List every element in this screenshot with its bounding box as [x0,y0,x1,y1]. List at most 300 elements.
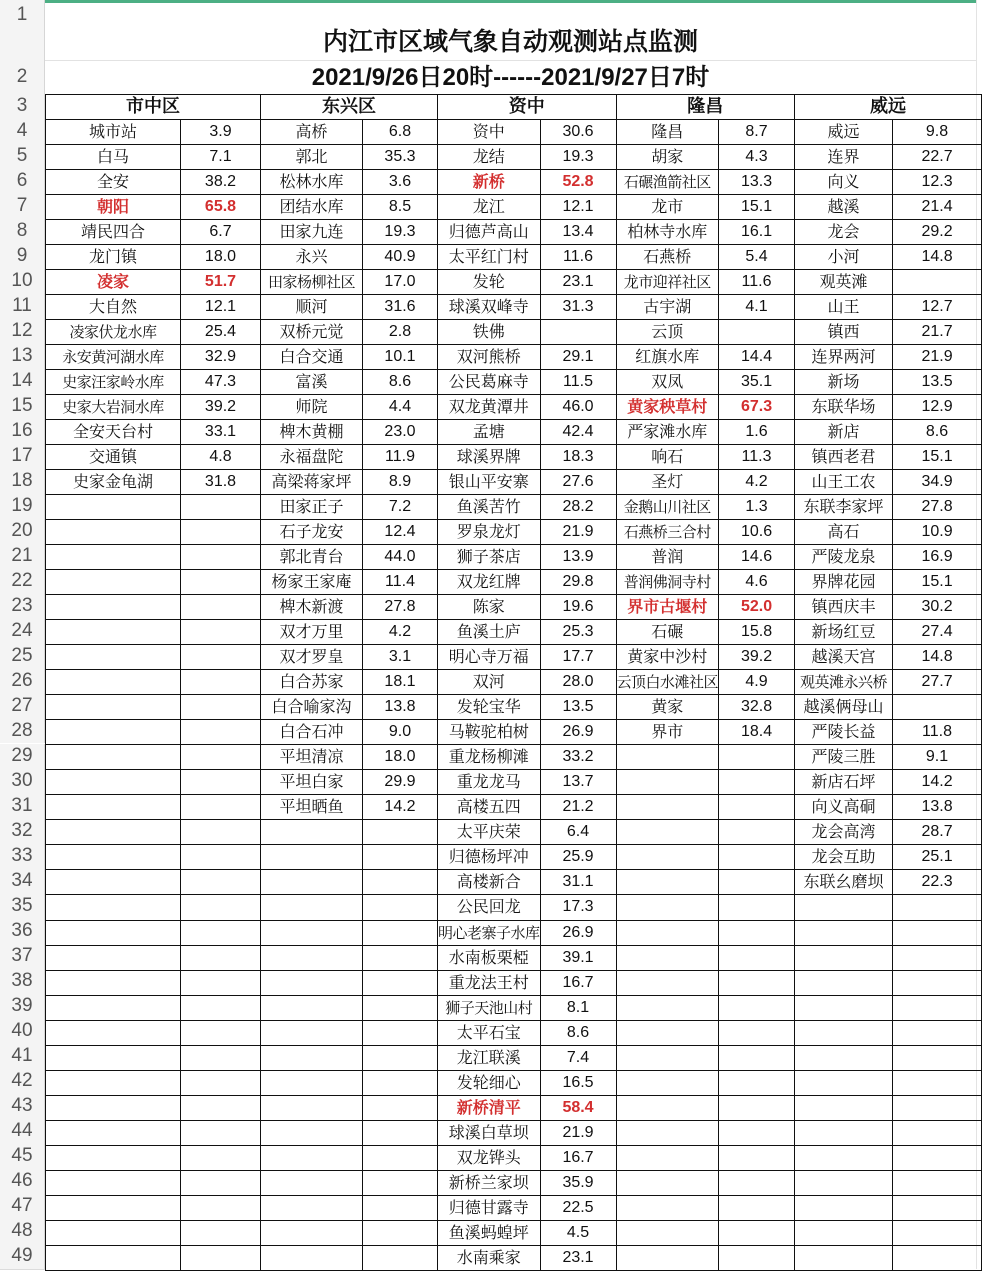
row-header[interactable]: 18 [0,468,45,493]
rainfall-value-cell[interactable] [719,1020,795,1045]
rainfall-value-cell[interactable]: 14.8 [893,245,982,270]
station-name-cell[interactable] [46,920,181,945]
rainfall-value-cell[interactable] [181,520,261,545]
rainfall-value-cell[interactable]: 39.2 [181,395,261,420]
station-name-cell[interactable] [616,995,719,1020]
station-name-cell[interactable]: 连界 [795,145,893,170]
station-name-cell[interactable]: 明心寺万福 [438,645,541,670]
row-header[interactable]: 20 [0,518,45,543]
station-name-cell[interactable]: 椑木新渡 [261,595,363,620]
rainfall-value-cell[interactable]: 4.4 [363,395,438,420]
station-name-cell[interactable]: 界市古堰村 [616,595,719,620]
rainfall-value-cell[interactable] [181,1195,261,1220]
rainfall-value-cell[interactable]: 33.1 [181,420,261,445]
row-header[interactable]: 26 [0,668,45,693]
station-name-cell[interactable]: 龙市迎祥社区 [616,270,719,295]
rainfall-value-cell[interactable]: 4.5 [540,1220,616,1245]
rainfall-value-cell[interactable] [363,1220,438,1245]
row-header[interactable]: 22 [0,568,45,593]
rainfall-value-cell[interactable]: 21.4 [893,195,982,220]
station-name-cell[interactable] [616,1220,719,1245]
rainfall-value-cell[interactable]: 4.8 [181,445,261,470]
rainfall-value-cell[interactable]: 33.2 [540,745,616,770]
district-header[interactable]: 威远 [795,95,982,120]
rainfall-value-cell[interactable]: 15.8 [719,620,795,645]
rainfall-value-cell[interactable] [181,545,261,570]
station-name-cell[interactable]: 向义 [795,170,893,195]
rainfall-value-cell[interactable]: 18.1 [363,670,438,695]
station-name-cell[interactable]: 新桥 [438,170,541,195]
rainfall-value-cell[interactable] [363,995,438,1020]
rainfall-value-cell[interactable]: 13.8 [893,795,982,820]
station-name-cell[interactable] [261,1045,363,1070]
rainfall-value-cell[interactable] [363,970,438,995]
rainfall-value-cell[interactable] [363,1095,438,1120]
station-name-cell[interactable]: 双凤 [616,370,719,395]
rainfall-value-cell[interactable] [893,945,982,970]
station-name-cell[interactable] [46,1095,181,1120]
station-name-cell[interactable]: 松林水库 [261,170,363,195]
rainfall-value-cell[interactable]: 25.4 [181,320,261,345]
station-name-cell[interactable] [795,995,893,1020]
rainfall-value-cell[interactable]: 9.0 [363,720,438,745]
rainfall-value-cell[interactable] [719,320,795,345]
station-name-cell[interactable]: 小河 [795,245,893,270]
rainfall-value-cell[interactable] [893,970,982,995]
row-header[interactable]: 30 [0,769,45,794]
rainfall-value-cell[interactable]: 39.2 [719,645,795,670]
rainfall-value-cell[interactable]: 13.9 [540,545,616,570]
station-name-cell[interactable]: 山王工农 [795,470,893,495]
rainfall-value-cell[interactable] [181,845,261,870]
rainfall-value-cell[interactable]: 29.8 [540,570,616,595]
rainfall-value-cell[interactable] [893,895,982,920]
rainfall-value-cell[interactable]: 8.6 [363,370,438,395]
rainfall-value-cell[interactable] [181,1220,261,1245]
station-name-cell[interactable] [46,1245,181,1270]
rainfall-value-cell[interactable] [893,1045,982,1070]
row-header[interactable]: 2 [0,60,45,94]
rainfall-value-cell[interactable]: 11.6 [719,270,795,295]
station-name-cell[interactable]: 龙江联溪 [438,1045,541,1070]
rainfall-value-cell[interactable]: 13.5 [540,695,616,720]
rainfall-value-cell[interactable] [363,1245,438,1270]
rainfall-value-cell[interactable]: 67.3 [719,395,795,420]
rainfall-value-cell[interactable]: 15.1 [719,195,795,220]
rainfall-value-cell[interactable]: 3.6 [363,170,438,195]
rainfall-value-cell[interactable] [181,795,261,820]
rainfall-value-cell[interactable]: 31.3 [540,295,616,320]
station-name-cell[interactable]: 田家杨柳社区 [261,270,363,295]
station-name-cell[interactable]: 黄家中沙村 [616,645,719,670]
station-name-cell[interactable]: 威远 [795,120,893,145]
rainfall-value-cell[interactable]: 31.6 [363,295,438,320]
rainfall-value-cell[interactable]: 8.7 [719,120,795,145]
station-name-cell[interactable] [616,1045,719,1070]
row-header[interactable]: 43 [0,1094,45,1119]
station-name-cell[interactable]: 城市站 [46,120,181,145]
station-name-cell[interactable] [261,1245,363,1270]
station-name-cell[interactable]: 越溪 [795,195,893,220]
rainfall-value-cell[interactable]: 65.8 [181,195,261,220]
row-header[interactable]: 27 [0,693,45,718]
station-name-cell[interactable]: 双才罗皇 [261,645,363,670]
station-name-cell[interactable] [795,895,893,920]
rainfall-value-cell[interactable]: 1.3 [719,495,795,520]
rainfall-value-cell[interactable] [363,1120,438,1145]
rainfall-value-cell[interactable] [181,1095,261,1120]
rainfall-value-cell[interactable]: 12.1 [181,295,261,320]
station-name-cell[interactable]: 新店 [795,420,893,445]
station-name-cell[interactable] [261,820,363,845]
rainfall-value-cell[interactable] [893,1220,982,1245]
rainfall-value-cell[interactable]: 23.1 [540,1245,616,1270]
rainfall-value-cell[interactable] [363,1170,438,1195]
rainfall-value-cell[interactable]: 19.3 [540,145,616,170]
station-name-cell[interactable] [46,1070,181,1095]
station-name-cell[interactable]: 严陵龙泉 [795,545,893,570]
station-name-cell[interactable] [616,870,719,895]
station-name-cell[interactable]: 罗泉龙灯 [438,520,541,545]
station-name-cell[interactable]: 大自然 [46,295,181,320]
rainfall-value-cell[interactable]: 4.1 [719,295,795,320]
rainfall-value-cell[interactable]: 30.6 [540,120,616,145]
rainfall-value-cell[interactable]: 44.0 [363,545,438,570]
row-header[interactable]: 46 [0,1169,45,1194]
station-name-cell[interactable]: 凌家伏龙水库 [46,320,181,345]
rainfall-value-cell[interactable]: 16.7 [540,970,616,995]
rainfall-value-cell[interactable]: 12.9 [893,395,982,420]
rainfall-value-cell[interactable] [363,1045,438,1070]
station-name-cell[interactable]: 镇西老君 [795,445,893,470]
station-name-cell[interactable] [795,1170,893,1195]
rainfall-value-cell[interactable]: 11.6 [540,245,616,270]
station-name-cell[interactable]: 越溪俩母山 [795,695,893,720]
rainfall-value-cell[interactable]: 28.0 [540,670,616,695]
rainfall-value-cell[interactable]: 52.0 [719,595,795,620]
station-name-cell[interactable]: 石燕桥 [616,245,719,270]
row-header[interactable]: 21 [0,543,45,568]
station-name-cell[interactable]: 普润 [616,545,719,570]
rainfall-value-cell[interactable] [363,1195,438,1220]
rainfall-value-cell[interactable] [893,1095,982,1120]
station-name-cell[interactable] [46,670,181,695]
rainfall-value-cell[interactable] [893,995,982,1020]
station-name-cell[interactable] [46,720,181,745]
row-header[interactable]: 5 [0,143,45,168]
rainfall-value-cell[interactable]: 4.2 [363,620,438,645]
station-name-cell[interactable]: 马鞍驼柏树 [438,720,541,745]
station-name-cell[interactable]: 重龙杨柳滩 [438,745,541,770]
station-name-cell[interactable]: 高梁蒋家坪 [261,470,363,495]
rainfall-value-cell[interactable] [181,870,261,895]
rainfall-value-cell[interactable] [893,920,982,945]
rainfall-value-cell[interactable] [719,995,795,1020]
rainfall-value-cell[interactable]: 3.9 [181,120,261,145]
rainfall-value-cell[interactable] [719,1170,795,1195]
rainfall-value-cell[interactable]: 35.1 [719,370,795,395]
rainfall-value-cell[interactable]: 39.1 [540,945,616,970]
station-name-cell[interactable]: 白合苏家 [261,670,363,695]
station-name-cell[interactable] [261,1220,363,1245]
rainfall-value-cell[interactable]: 13.8 [363,695,438,720]
station-name-cell[interactable]: 双才万里 [261,620,363,645]
rainfall-value-cell[interactable] [181,770,261,795]
station-name-cell[interactable]: 发轮细心 [438,1070,541,1095]
rainfall-value-cell[interactable] [181,595,261,620]
station-name-cell[interactable] [616,820,719,845]
station-name-cell[interactable]: 郭北 [261,145,363,170]
rainfall-value-cell[interactable]: 23.1 [540,270,616,295]
station-name-cell[interactable]: 铁佛 [438,320,541,345]
station-name-cell[interactable]: 水南板栗椏 [438,945,541,970]
station-name-cell[interactable]: 东联幺磨坝 [795,870,893,895]
rainfall-value-cell[interactable] [719,870,795,895]
station-name-cell[interactable] [616,845,719,870]
station-name-cell[interactable]: 龙会高湾 [795,820,893,845]
rainfall-value-cell[interactable]: 34.9 [893,470,982,495]
rainfall-value-cell[interactable]: 2.8 [363,320,438,345]
rainfall-value-cell[interactable] [893,270,982,295]
station-name-cell[interactable]: 白合石冲 [261,720,363,745]
station-name-cell[interactable] [261,945,363,970]
rainfall-value-cell[interactable]: 21.9 [540,520,616,545]
rainfall-value-cell[interactable] [719,1120,795,1145]
station-name-cell[interactable]: 响石 [616,445,719,470]
rainfall-value-cell[interactable] [893,1020,982,1045]
rainfall-value-cell[interactable]: 27.4 [893,620,982,645]
station-name-cell[interactable]: 孟塘 [438,420,541,445]
rainfall-value-cell[interactable]: 10.9 [893,520,982,545]
rainfall-value-cell[interactable]: 14.4 [719,345,795,370]
rainfall-value-cell[interactable] [893,1145,982,1170]
rainfall-value-cell[interactable]: 12.7 [893,295,982,320]
rainfall-value-cell[interactable] [893,1120,982,1145]
station-name-cell[interactable]: 东联李家坪 [795,495,893,520]
row-header[interactable]: 16 [0,418,45,443]
station-name-cell[interactable] [616,1170,719,1195]
row-header[interactable]: 7 [0,193,45,218]
rainfall-value-cell[interactable]: 18.4 [719,720,795,745]
station-name-cell[interactable] [261,1195,363,1220]
rainfall-value-cell[interactable] [540,320,616,345]
station-name-cell[interactable]: 圣灯 [616,470,719,495]
station-name-cell[interactable] [616,1120,719,1145]
station-name-cell[interactable]: 归德甘露寺 [438,1195,541,1220]
row-header[interactable]: 15 [0,393,45,418]
rainfall-value-cell[interactable]: 4.6 [719,570,795,595]
station-name-cell[interactable] [795,1070,893,1095]
station-name-cell[interactable] [616,1020,719,1045]
rainfall-value-cell[interactable]: 4.3 [719,145,795,170]
rainfall-value-cell[interactable]: 17.7 [540,645,616,670]
row-header[interactable]: 13 [0,343,45,368]
rainfall-value-cell[interactable]: 35.3 [363,145,438,170]
station-name-cell[interactable]: 柏林寺水库 [616,220,719,245]
station-name-cell[interactable]: 严家滩水库 [616,420,719,445]
rainfall-value-cell[interactable]: 7.2 [363,495,438,520]
station-name-cell[interactable]: 双河 [438,670,541,695]
rainfall-value-cell[interactable]: 11.4 [363,570,438,595]
station-name-cell[interactable]: 隆昌 [616,120,719,145]
rainfall-value-cell[interactable]: 16.1 [719,220,795,245]
station-name-cell[interactable] [46,895,181,920]
rainfall-value-cell[interactable] [181,745,261,770]
rainfall-value-cell[interactable]: 15.1 [893,570,982,595]
station-name-cell[interactable]: 永福盘陀 [261,445,363,470]
rainfall-value-cell[interactable]: 29.9 [363,770,438,795]
rainfall-value-cell[interactable]: 22.3 [893,870,982,895]
station-name-cell[interactable] [795,1195,893,1220]
rainfall-value-cell[interactable] [181,695,261,720]
station-name-cell[interactable]: 龙结 [438,145,541,170]
station-name-cell[interactable]: 田家九连 [261,220,363,245]
rainfall-value-cell[interactable]: 31.8 [181,470,261,495]
rainfall-value-cell[interactable]: 17.3 [540,895,616,920]
row-header[interactable]: 38 [0,969,45,994]
station-name-cell[interactable]: 古宇湖 [616,295,719,320]
station-name-cell[interactable]: 太平庆荣 [438,820,541,845]
rainfall-value-cell[interactable] [363,920,438,945]
rainfall-value-cell[interactable]: 4.9 [719,670,795,695]
rainfall-value-cell[interactable] [181,1045,261,1070]
rainfall-value-cell[interactable] [719,1245,795,1270]
rainfall-value-cell[interactable] [181,1245,261,1270]
rainfall-value-cell[interactable]: 25.9 [540,845,616,870]
rainfall-value-cell[interactable]: 11.8 [893,720,982,745]
rainfall-value-cell[interactable] [719,1195,795,1220]
rainfall-value-cell[interactable] [181,495,261,520]
station-name-cell[interactable]: 云顶白水滩社区 [616,670,719,695]
row-header[interactable]: 48 [0,1219,45,1244]
rainfall-value-cell[interactable]: 6.4 [540,820,616,845]
station-name-cell[interactable]: 史家金龟湖 [46,470,181,495]
station-name-cell[interactable]: 史家汪家岭水库 [46,370,181,395]
station-name-cell[interactable]: 重龙龙马 [438,770,541,795]
station-name-cell[interactable] [46,1020,181,1045]
rainfall-value-cell[interactable]: 46.0 [540,395,616,420]
station-name-cell[interactable]: 新桥清平 [438,1095,541,1120]
station-name-cell[interactable]: 发轮宝华 [438,695,541,720]
rainfall-value-cell[interactable] [363,945,438,970]
rainfall-value-cell[interactable]: 5.4 [719,245,795,270]
station-name-cell[interactable] [46,870,181,895]
station-name-cell[interactable]: 云顶 [616,320,719,345]
station-name-cell[interactable] [795,1220,893,1245]
row-header[interactable]: 40 [0,1019,45,1044]
rainfall-value-cell[interactable]: 16.9 [893,545,982,570]
station-name-cell[interactable]: 龙会互助 [795,845,893,870]
station-name-cell[interactable]: 平坦晒鱼 [261,795,363,820]
rainfall-value-cell[interactable] [719,770,795,795]
station-name-cell[interactable] [46,645,181,670]
rainfall-value-cell[interactable]: 9.1 [893,745,982,770]
rainfall-value-cell[interactable]: 18.3 [540,445,616,470]
station-name-cell[interactable]: 向义高硐 [795,795,893,820]
station-name-cell[interactable]: 团结水库 [261,195,363,220]
station-name-cell[interactable]: 石燕桥三合村 [616,520,719,545]
row-header[interactable]: 33 [0,844,45,869]
station-name-cell[interactable]: 郭北青台 [261,545,363,570]
rainfall-value-cell[interactable] [719,1045,795,1070]
station-name-cell[interactable]: 太平石宝 [438,1020,541,1045]
station-name-cell[interactable]: 普润佛洞寺村 [616,570,719,595]
rainfall-value-cell[interactable] [719,1220,795,1245]
row-header[interactable]: 14 [0,368,45,393]
rainfall-value-cell[interactable] [181,620,261,645]
station-name-cell[interactable] [46,845,181,870]
row-header[interactable]: 8 [0,218,45,243]
station-name-cell[interactable]: 胡家 [616,145,719,170]
station-name-cell[interactable]: 新场红豆 [795,620,893,645]
station-name-cell[interactable] [616,1095,719,1120]
rainfall-value-cell[interactable]: 18.0 [181,245,261,270]
row-header[interactable]: 17 [0,443,45,468]
station-name-cell[interactable]: 龙江 [438,195,541,220]
row-header[interactable]: 19 [0,493,45,518]
station-name-cell[interactable]: 界市 [616,720,719,745]
row-header[interactable]: 49 [0,1244,45,1269]
station-name-cell[interactable]: 严陵三胜 [795,745,893,770]
station-name-cell[interactable] [616,795,719,820]
station-name-cell[interactable]: 龙会 [795,220,893,245]
station-name-cell[interactable]: 红旗水库 [616,345,719,370]
station-name-cell[interactable] [795,1020,893,1045]
station-name-cell[interactable]: 银山平安寨 [438,470,541,495]
rainfall-value-cell[interactable]: 7.1 [181,145,261,170]
rainfall-value-cell[interactable]: 8.5 [363,195,438,220]
row-header[interactable]: 31 [0,794,45,819]
rainfall-value-cell[interactable]: 8.6 [540,1020,616,1045]
rainfall-value-cell[interactable] [181,1070,261,1095]
rainfall-value-cell[interactable]: 35.9 [540,1170,616,1195]
rainfall-value-cell[interactable] [893,1070,982,1095]
row-header[interactable]: 4 [0,118,45,143]
rainfall-value-cell[interactable]: 6.8 [363,120,438,145]
station-name-cell[interactable] [46,970,181,995]
station-name-cell[interactable]: 太平红门村 [438,245,541,270]
station-name-cell[interactable]: 明心老寨子水库 [438,920,541,945]
station-name-cell[interactable]: 越溪天宫 [795,645,893,670]
station-name-cell[interactable] [46,820,181,845]
row-header[interactable]: 45 [0,1144,45,1169]
station-name-cell[interactable] [46,520,181,545]
station-name-cell[interactable] [46,1120,181,1145]
station-name-cell[interactable] [46,1045,181,1070]
row-header[interactable]: 28 [0,718,45,743]
station-name-cell[interactable]: 鱼溪蚂蝗坪 [438,1220,541,1245]
station-name-cell[interactable] [616,770,719,795]
rainfall-value-cell[interactable] [181,1145,261,1170]
station-name-cell[interactable]: 田家正子 [261,495,363,520]
station-name-cell[interactable]: 公民回龙 [438,895,541,920]
rainfall-value-cell[interactable] [893,1245,982,1270]
station-name-cell[interactable] [795,970,893,995]
station-name-cell[interactable]: 资中 [438,120,541,145]
rainfall-value-cell[interactable]: 21.2 [540,795,616,820]
rainfall-value-cell[interactable]: 42.4 [540,420,616,445]
rainfall-value-cell[interactable] [181,820,261,845]
rainfall-value-cell[interactable]: 47.3 [181,370,261,395]
station-name-cell[interactable] [46,1195,181,1220]
rainfall-value-cell[interactable]: 12.4 [363,520,438,545]
rainfall-value-cell[interactable]: 23.0 [363,420,438,445]
station-name-cell[interactable] [46,1220,181,1245]
rainfall-value-cell[interactable]: 32.8 [719,695,795,720]
station-name-cell[interactable] [616,745,719,770]
rainfall-value-cell[interactable]: 51.7 [181,270,261,295]
station-name-cell[interactable]: 朝阳 [46,195,181,220]
